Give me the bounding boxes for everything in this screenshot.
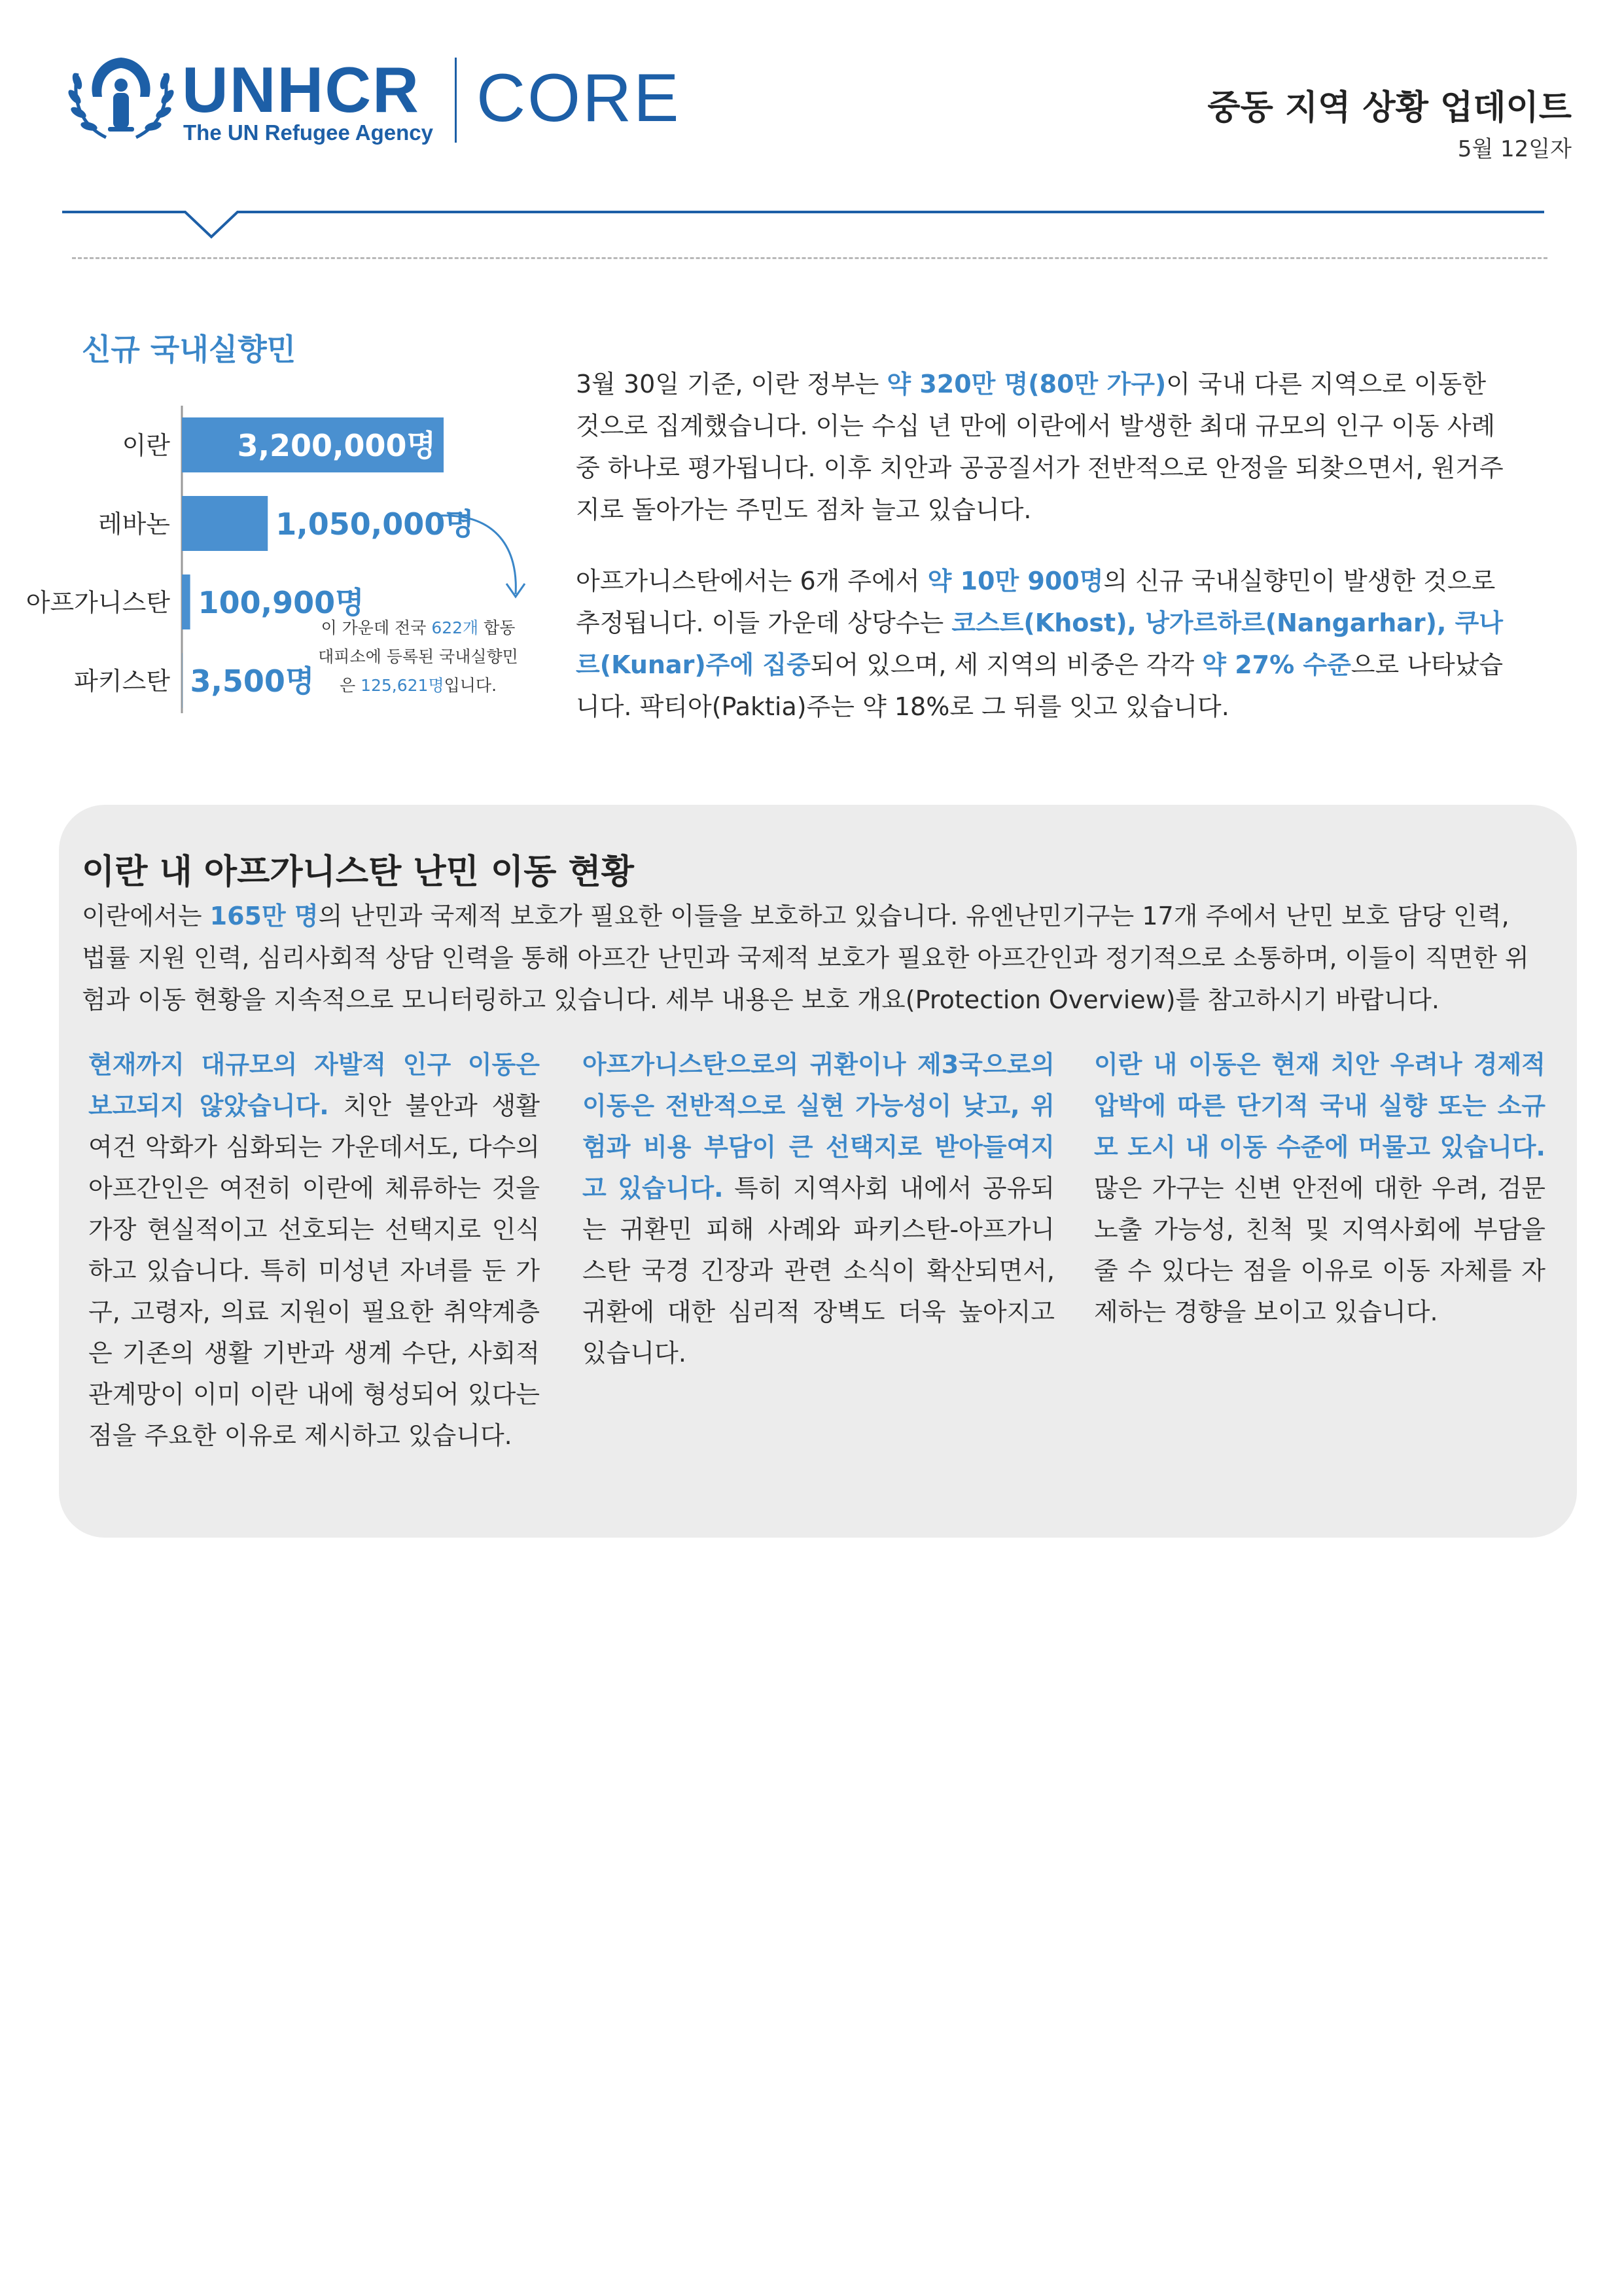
- chart-category-label: 파키스탄: [74, 667, 170, 696]
- highlight-text: 165만 명: [209, 902, 319, 930]
- logo-tagline: The UN Refugee Agency: [183, 120, 434, 145]
- body-text: 되어 있으며, 세 지역의 비중은 각각: [810, 650, 1203, 679]
- chart-category-label: 아프가니스탄: [26, 588, 170, 617]
- body-text: 많은 가구는 신변 안전에 대한 우려, 검문 노출 가능성, 친척 및 지역사회에 부담을 줄 수 있다는 점을 이유로 이동 자체를 자제하는 경향을 보이고 있습니다.: [1094, 1174, 1545, 1326]
- report-title: 중동 지역 상황 업데이트: [1207, 88, 1572, 128]
- body-text: 특히 지역사회 내에서 공유되는 귀환민 피해 사례와 파키스탄-아프가니스탄 국경 긴장과 관련 소식이 확산되면서, 귀환에 대한 심리적 장벽도 더욱 높아지고 있습니다.: [582, 1174, 1055, 1368]
- body-text: 3월 30일 기준, 이란 정부는: [576, 370, 887, 398]
- highlight-text: 이란 내 이동은 현재 치안 우려나 경제적 압박에 따른 단기적 국내 실향 또는 소규모 도시 내 이동 수준에 머물고 있습니다.: [1094, 1050, 1545, 1161]
- highlight-text: 현재까지 대규모의 자발적 인구 이동은 보고되지 않았습니다.: [88, 1050, 540, 1120]
- chart-value-label: 1,050,000명: [275, 506, 474, 542]
- body-text: 치안 불안과 생활 여건 악화가 심화되는 가운데서도, 다수의 아프간인은 여전히 이란에 체류하는 것을 가장 현실적이고 선호되는 선택지로 인식하고 있습니다. 특히 미성년 자녀를 둔 가구, 고령자, 의료 지원이 필요한 취약계층은 기존의 생활 기반과 생계 수단, 사회적 관계망이 이미 이란 내에 형성되어 있다는 점을 주요한 이유로 제시하고 있습니다.: [88, 1091, 540, 1450]
- chart-bar: [182, 574, 190, 629]
- body-text: 이란에서는: [82, 902, 210, 930]
- intro-paragraph-iran: [576, 363, 1511, 531]
- header-rule-with-notch: [62, 209, 1544, 242]
- chart-category-label: 레바논: [97, 510, 170, 539]
- note-highlight-count: 125,621명: [361, 676, 444, 695]
- dashed-divider: [72, 257, 1547, 259]
- report-date: 5월 12일자: [1457, 136, 1572, 162]
- body-text: 아프가니스탄에서는 6개 주에서: [576, 567, 928, 595]
- highlight-text: 약 320만 명(80만 가구): [887, 370, 1167, 398]
- highlight-text: 아프가니스탄으로의 귀환이나 제3국으로의 이동은 전반적으로 실현 가능성이 낮고, 위험과 비용 부담이 큰 선택지로 받아들여지고 있습니다.: [582, 1050, 1055, 1203]
- panel-title: 이란 내 아프가니스탄 난민 이동 현황: [82, 853, 634, 892]
- panel-column-3: [1094, 1044, 1545, 1333]
- logo-product-name: CORE: [476, 60, 681, 136]
- highlight-text: 약 27% 수준: [1202, 650, 1351, 679]
- chart-value-label: 3,200,000명: [237, 428, 436, 463]
- body-text: 의 신규 국내실향민이 발생한 것으로 추정됩니다. 이들 가운데 상당수는: [576, 567, 1496, 637]
- note-text: 이 가운데 전국: [321, 618, 432, 637]
- note-text: 합동 대피소에 등록된 국내실향민은: [318, 618, 518, 695]
- note-highlight-shelters: 622개: [431, 618, 479, 637]
- body-text: 으로 나타났습니다. 팍티아(Paktia)주는 약 18%로 그 뒤를 잇고 있습니다.: [576, 650, 1504, 721]
- note-text: 입니다.: [444, 676, 497, 695]
- highlight-text: 코스트(Khost), 낭가르하르(Nangarhar), 쿠나르(Kunar)주에 집중: [576, 609, 1504, 679]
- body-text: 의 난민과 국제적 보호가 필요한 이들을 보호하고 있습니다. 유엔난민기구는 17개 주에서 난민 보호 담당 인력, 법률 지원 인력, 심리사회적 상담 인력을 통해 아프간 난민과 국제적 보호가 필요한 아프간인과 정기적으로 소통하며, 이들이 직면한 위험과 이동 현황을 지속적으로 모니터링하고 있습니다. 세부 내용은 보호 개요(Protection Overview)를 참고하시기 바랍니다.: [82, 902, 1529, 1014]
- panel-column-1: [88, 1044, 540, 1457]
- unhcr-logo: [65, 54, 681, 152]
- chart-value-label: 3,500명: [190, 663, 315, 699]
- highlight-text: 약 10만 900명: [927, 567, 1104, 595]
- intro-paragraph-afghanistan: [576, 560, 1511, 728]
- chart-footnote: [317, 614, 519, 700]
- chart-heading: 신규 국내실향민: [82, 332, 296, 367]
- logo-wordmark: UNHCR: [182, 54, 420, 126]
- panel-intro-paragraph: [82, 895, 1541, 1021]
- logo-divider: [455, 58, 457, 143]
- unhcr-emblem-icon: [65, 54, 177, 145]
- panel-column-2: [582, 1044, 1055, 1374]
- chart-value-label: 100,900명: [198, 585, 364, 620]
- chart-category-label: 이란: [122, 431, 170, 460]
- chart-bar: [182, 496, 268, 551]
- body-text: 이 국내 다른 지역으로 이동한 것으로 집계했습니다. 이는 수십 년 만에 이란에서 발생한 최대 규모의 인구 이동 사례 중 하나로 평가됩니다. 이후 치안과 공공질서가 전반적으로 안정을 되찾으면서, 원거주지로 돌아가는 주민도 점차 늘고 있습니다.: [576, 370, 1504, 524]
